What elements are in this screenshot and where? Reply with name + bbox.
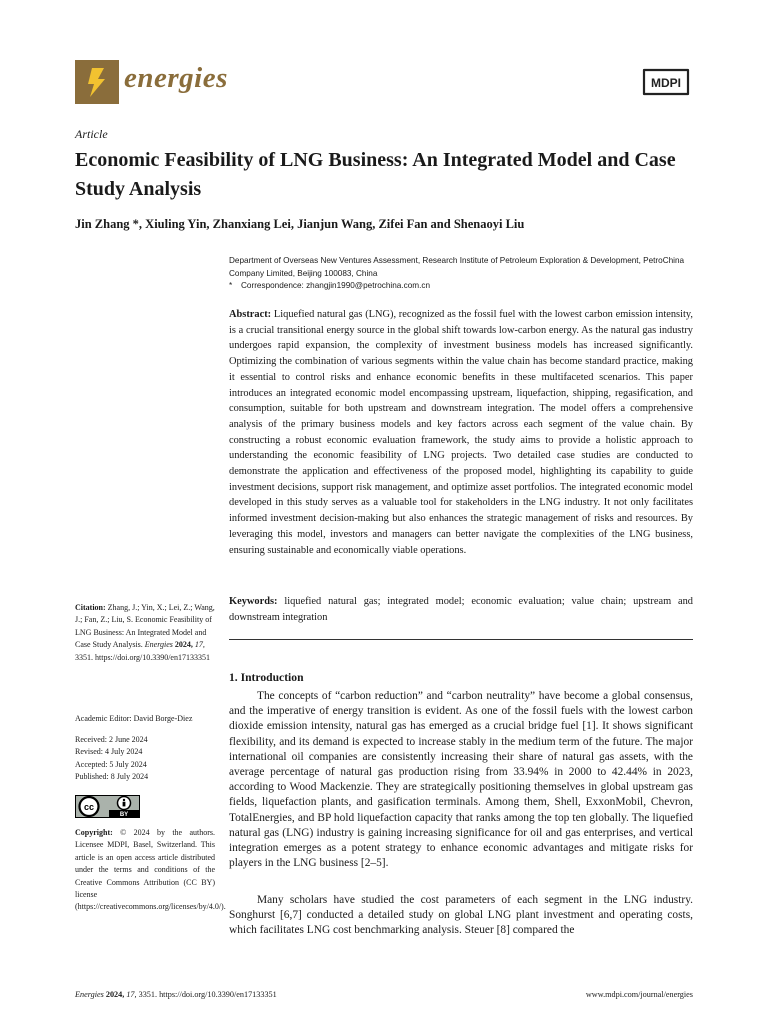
correspondence-star: * [229, 281, 233, 290]
affiliation-text: Department of Overseas New Ventures Assessment, Research Institute of Petroleum Exploration & Development, PetroChina Company Limited, Beijing 100083, China [229, 256, 685, 278]
date-published: Published: 8 July 2024 [75, 772, 149, 782]
footer-journal-url[interactable]: www.mdpi.com/journal/energies [585, 990, 693, 999]
lightning-bolt-icon [75, 60, 119, 104]
footer-citation [75, 990, 277, 999]
abstract-text: Liquefied natural gas (LNG), recognized as the fossil fuel with the lowest carbon emission intensity, is a crucial transitional energy source in the global shift towards low-carbon energy. As the natural gas industry undergoes rapid expansion, the complexity of investment business models has increased significantly. Optimizing the combination of various segments within the value chain has become standard practice, making it essential to control risks and enhance economic benefits in these multifaceted scenarios. This paper introduces an integrated economic model encompassing upstream, liquefaction, shipping, regasification, and consumption, suitable for both upstream and downstream integration. The model offers a comprehensive analysis of the primary business models and key factors across each segment of the value chain. By constructing a robust economic evaluation framework, the study aims to provide a holistic approach to understanding the economic feasibility of LNG projects. Two detailed case studies are conducted to demonstrate the application and effectiveness of the proposed model, highlighting its capability to guide investment decisions, support risk management, and optimize asset portfolios. The integrated economic model developed in this study serves as a valuable tool for stakeholders in the LNG industry. It not only facilitates informed investment decision-making but also enhances the strategic management of risks and resources. By leveraging this model, investors and managers can better navigate the complexities of the LNG business, ensuring sustainable and economically viable operations. [229, 309, 693, 556]
publication-dates [75, 734, 215, 784]
abstract-label: Abstract: [229, 309, 272, 320]
copyright-label: Copyright: [75, 828, 113, 837]
footer-doi[interactable]: 3351. https://doi.org/10.3390/en17133351 [138, 990, 277, 999]
citation-journal: Energies [144, 640, 173, 650]
correspondence-text[interactable]: Correspondence: zhangjin1990@petrochina.com.cn [241, 281, 431, 290]
section-divider [229, 639, 693, 640]
journal-name: energies [124, 62, 228, 94]
citation-block [75, 602, 215, 664]
citation-year: 2024, [174, 640, 193, 650]
copyright-text: © 2024 by the authors. Licensee MDPI, Basel, Switzerland. This article is an open access article distributed under the terms and conditions of the Creative Commons Attribution (CC BY) license (https://creativecommons.org/licenses/by/4.0/). [75, 828, 226, 912]
article-title: Economic Feasibility of LNG Business: An Integrated Model and Case Study Analysis [75, 149, 676, 200]
academic-editor: Academic Editor: David Borge-Diez [75, 714, 193, 723]
section-heading: 1. Introduction [229, 671, 304, 684]
svg-text:cc: cc [83, 802, 95, 812]
cc-by-label: BY [119, 812, 129, 818]
date-accepted: Accepted: 5 July 2024 [75, 759, 147, 769]
citation-volume: 17, [194, 640, 205, 650]
date-revised: Revised: 4 July 2024 [75, 747, 143, 757]
keywords [229, 594, 693, 625]
citation-doi[interactable]: 3351. https://doi.org/10.3390/en17133351 [75, 652, 210, 662]
copyright-block [75, 827, 226, 914]
affiliation-block [229, 255, 689, 293]
journal-logo [75, 60, 119, 104]
keywords-text: liquefied natural gas; integrated model; economic evaluation; value chain; upstream and downstream integration [229, 596, 693, 623]
cc-by-license-badge[interactable] [75, 795, 140, 818]
keywords-label: Keywords: [229, 596, 278, 607]
citation-text-1: Zhang, J.; Yin, X.; Lei, Z.; Wang, J.; Fan, Z.; Liu, S. Economic Feasibility of LNG Business: An Integrated Model and Case Study Analysis. [75, 603, 215, 650]
body-paragraph: Many scholars have studied the cost parameters of each segment in the LNG industry. Songhurst [6,7] conducted a detailed study on global LNG plant investment and operating costs, which facilitates LNG cost benchmarking analysis. Steuer [8] compared the [229, 894, 693, 937]
footer-journal: Energies [75, 990, 104, 999]
publisher-name: MDPI [651, 76, 681, 90]
publisher-logo [640, 66, 692, 98]
abstract [229, 307, 693, 558]
citation-label: Citation: [75, 603, 106, 612]
correspondence-line [229, 280, 689, 293]
author-list: Jin Zhang *, Xiuling Yin, Zhanxiang Lei, Jianjun Wang, Zifei Fan and Shenaoyi Liu [75, 217, 525, 231]
footer-volume: 17, [126, 990, 137, 999]
body-paragraph: The concepts of “carbon reduction” and “carbon neutrality” have become a global consensus, and the imperative of energy transition is evident. As one of the fossil fuels with the lowest carbon dioxide emission intensity, natural gas has emerged as a crucial bridge fuel [1]. It shows significant flexibility, and its demand is expected to increase stably in the medium term of the future. The major international oil companies are consistently increasing their share of natural gas assets, with the average percentage of natural gas production rising from 33.94% in 2000 to 42.44% in 2023, according to Wood Mackenzie. They are strategically positioning themselves in global upstream gas fields, liquefaction plants, and gasification terminals. Among them, Shell, ExxonMobil, Chevron, TotalEnergies, and BP hold liquefaction capacity that ranks among the top ten globally. The liquefied natural gas (LNG) industry is gaining increasing significance for oil and gas enterprises, and vertical integration emerges as a potent strategy to enhance economic advantages and mitigate risks for players in the LNG business [2–5]. [229, 690, 693, 870]
article-type: Article [75, 127, 108, 141]
footer-year: 2024, [105, 990, 125, 999]
date-received: Received: 2 June 2024 [75, 735, 148, 744]
